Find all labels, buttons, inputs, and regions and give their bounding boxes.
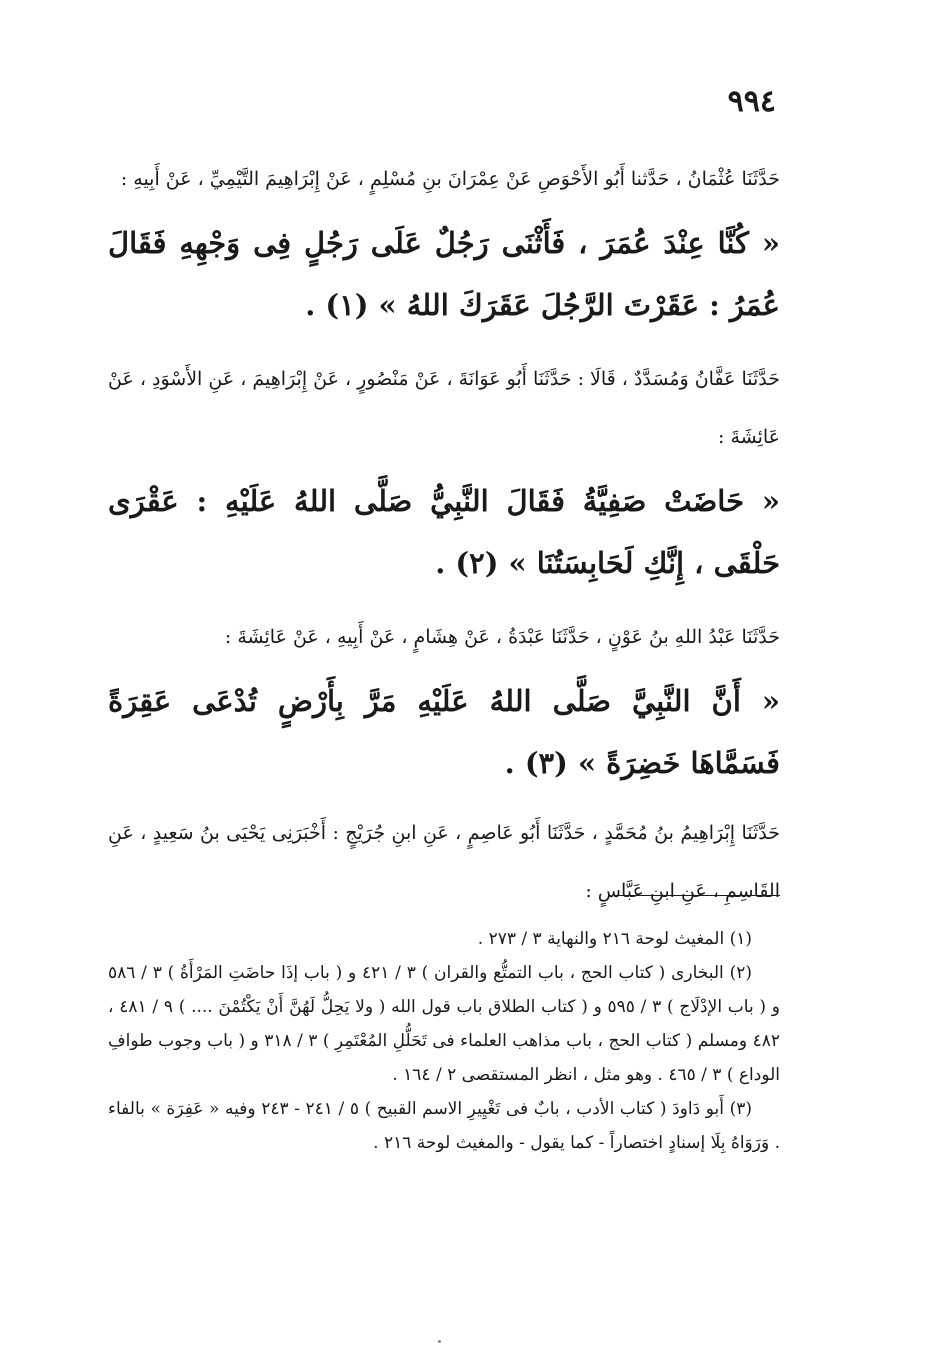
hadith-1-isnad: حَدَّثَنَا عُثْمَانُ ، حَدَّثنا أَبُو الأَحْوَصِ عَنْ عِمْرَانَ بنِ مُسْلِمٍ ، عَنْ إِبْرَاهِيمَ التَّيْمِيِّ ، عَنْ أَبِيهِ : xyxy=(120,168,780,190)
footnote-number: (١) xyxy=(729,929,752,949)
footnote-text: أَبو دَاودَ ( كتاب الأدب ، بابٌ فى تَغْيِيرِ الاسم القبيح ) ٥ / ٢٤١ - ٢٤٣ وفيه « عَفِرَة » بالفاء . وَرَوَاهُ بِلَا إسنادٍ اختصاراً - كما يقول - والمغيث لوحة ٢١٦ . xyxy=(108,1099,780,1153)
hadith-1-matn: « كُنَّا عِنْدَ عُمَرَ ، فَأَثْنَى رَجُلٌ عَلَى رَجُلٍ فِى وَجْهِهِ فَقَالَ عُمَرُ : عَقَرْتَ الرَّجُلَ عَقَرَكَ اللهُ » (١) . xyxy=(108,226,780,322)
hadith-3-isnad: حَدَّثَنَا عَبْدُ اللهِ بنُ عَوْنٍ ، حَدَّثَنَا عَبْدَةُ ، عَنْ هِشَامٍ ، عَنْ أَبِيهِ ، عَنْ عَائِشَةَ : xyxy=(224,626,780,648)
footnote-number: (٢) xyxy=(729,963,752,983)
scan-speck xyxy=(438,1340,441,1343)
footnote-text: البخارى ( كتاب الحج ، باب التمتُّع والقران ) ٣ / ٤٢١ و ( باب إذَا حاضَتِ المَرْأَةُ ) ٣ / ٥٨٦ و ( باب الإدْلَاج ) ٣ / ٥٩٥ و ( كتاب الطلاق باب قول الله ( ولا يَحِلُّ لَهُنَّ أَنْ يَكْتُمْنَ .... ) ٩ / ٤٨١ ، ٤٨٢ ومسلم ( كتاب الحج ، باب مذاهب العلماء فى تَحَلُّلِ المُعْتَمِرِ ) ٣ / ٣١٨ و ( باب وجوب طوافِ الوداع ) ٣ / ٤٦٥ . وهو مثل ، انظر المستقصى ٢ / ١٦٤ . xyxy=(108,963,780,1085)
footnote-1 xyxy=(108,922,780,956)
footnote-number: (٣) xyxy=(729,1099,752,1119)
hadith-2-matn: « حَاضَتْ صَفِيَّةُ فَقَالَ النَّبِيُّ صَلَّى اللهُ عَلَيْهِ : عَقْرَى حَلْقَى ، إِنَّكِ لَحَابِسَتُنَا » (٢) . xyxy=(108,484,780,580)
hadith-3-matn: « أَنَّ النَّبِيَّ صَلَّى اللهُ عَلَيْهِ مَرَّ بِأَرْضٍ تُدْعَى عَقِرَةً فَسَمَّاهَا خَضِرَةً » (٣) . xyxy=(108,684,780,780)
page-number: ٩٩٤ xyxy=(727,84,776,119)
footnote-2 xyxy=(108,956,780,1092)
main-text xyxy=(108,150,780,924)
footnote-3 xyxy=(108,1092,780,1160)
hadith-4-isnad: حَدَّثَنَا إِبْرَاهِيمُ بنُ مُحَمَّدٍ ، حَدَّثَنَا أَبُو عَاصِمٍ ، عَنِ ابنِ جُرَيْجٍ : أَخْبَرَنِى يَحْيَى بنُ سَعِيدٍ ، عَنِ القَاسِمِ ، عَنِ ابنِ عَبَّاسٍ : xyxy=(108,822,780,902)
footnote-separator xyxy=(616,895,780,896)
footnotes xyxy=(108,922,780,1160)
hadith-2-isnad: حَدَّثَنَا عَفَّانُ وَمُسَدَّدٌ ، قَالَا : حَدَّثَنَا أَبُو عَوَانَةَ ، عَنْ مَنْصُورٍ ، عَنْ إِبْرَاهِيمَ ، عَنِ الأَسْوَدِ ، عَنْ عَائِشَةَ : xyxy=(108,368,780,448)
footnote-text: المغيث لوحة ٢١٦ والنهاية ٣ / ٢٧٣ . xyxy=(477,929,725,949)
